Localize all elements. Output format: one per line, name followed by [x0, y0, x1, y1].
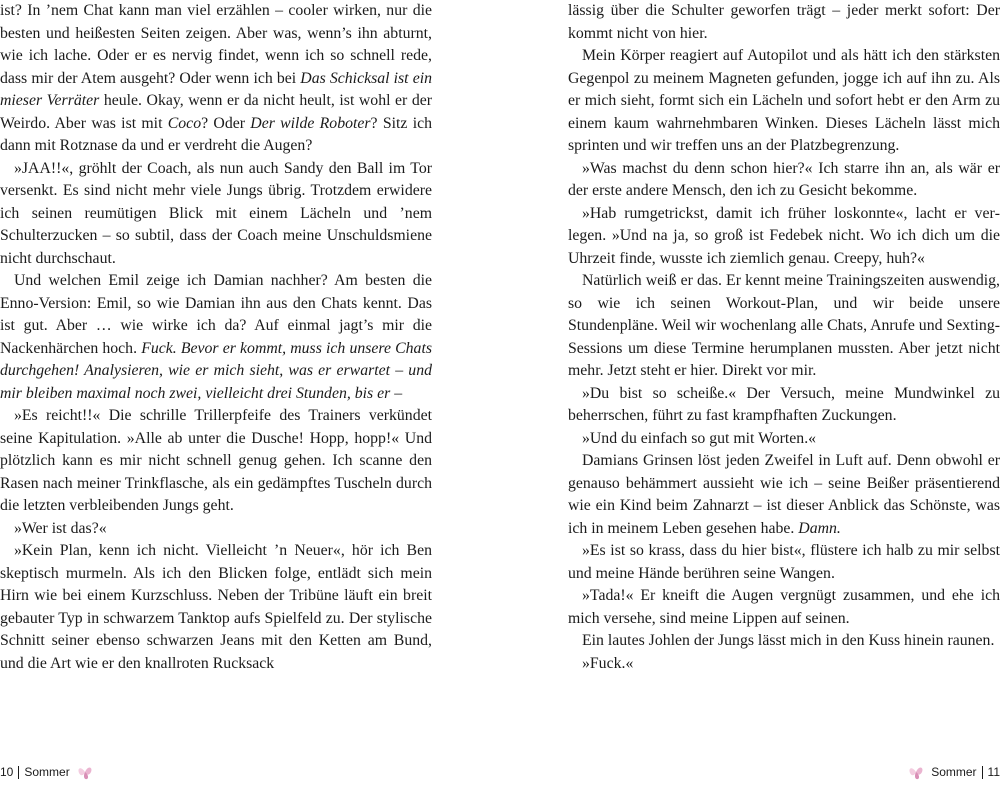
paragraph: [0, 270, 432, 405]
italic-text: Das Schicksal ist ein mieser Verräter: [0, 69, 432, 109]
paragraph: [0, 518, 432, 541]
paragraph: [568, 270, 1000, 383]
paragraph: [0, 405, 432, 518]
text-run: »Hab rumgetrickst, damit ich früher loskonnte«, lacht er verlegen. »Und na ja, so groß ist Fedebek nicht. Wo ich dich um die Uhrzeit finde, wusste ich ziemlich genau. Creepy, huh?«: [568, 204, 1000, 267]
flower-icon: [906, 762, 926, 782]
text-run: Natürlich weiß er das. Er kennt meine Trainingszeiten auswendig, so wie ich seinen Workout-Plan, und wir beide unsere Stundenpläne. Weil wir wochenlang alle Chats, Anrufe und Sexting-Sessions um diese Termine herumplanen mussten. Aber jetzt nicht mehr. Jetzt steht er hier. Direkt vor mir.: [568, 272, 1000, 379]
footer-right: [906, 762, 1000, 782]
paragraph: [568, 45, 1000, 158]
text-run: Mein Körper reagiert auf Autopilot und als hätt ich den stärksten Gegenpol zu meinem Magneten gefunden, jogge ich auf ihn zu. Als er mich sieht, formt sich ein Lächeln und sofort hebt er den Arm zu einem kaum wahrnehmbaren Winken. Dieses Lächeln lässt mich sprinten und wir treffen uns an der Platzbegrenzung.: [568, 47, 1000, 154]
footer-separator: [982, 766, 983, 779]
text-run: ist? In ’nem Chat kann man viel erzählen – cooler wirken, nur die besten und heißesten Seiten zeigen. Aber was, wenn’s ihn abturnt, wie ich lache. Oder er es nervig findet, wenn ich so schnell rede, dass mir der Atem ausgeht? Oder wenn ich bei: [0, 2, 432, 87]
paragraph: [568, 428, 1000, 451]
left-page: [0, 0, 432, 675]
section-title-right: Sommer: [931, 765, 977, 779]
italic-text: Coco: [167, 114, 202, 132]
text-run: »Du bist so scheiße.« Der Versuch, meine Mundwinkel zu beherrschen, führt zu fast krampfhaften Zuckungen.: [568, 384, 1000, 424]
paragraph: [0, 0, 432, 158]
paragraph: [568, 630, 1000, 653]
text-run: »Wer ist das?«: [14, 519, 107, 537]
paragraph: [568, 158, 1000, 203]
italic-text: Fuck. Bevor er kommt, muss ich unsere Chats durchgehen! Analysieren, wie er mich sieht, was er erwartet – und mir bleiben maximal noch zwei, vielleicht drei Stunden, bis er –: [0, 339, 432, 402]
text-run: »JAA!!«, gröhlt der Coach, als nun auch Sandy den Ball im Tor versenkt. Es sind nicht mehr viele Jungs übrig. Trotzdem erwidere ich seinen reumütigen Blick mit einem Lächeln und ’nem Schulterzucken – so subtil, dass der Coach meine Unschuldsmiene nicht durchschaut.: [0, 159, 432, 267]
paragraph: [568, 540, 1000, 585]
paragraph: [568, 585, 1000, 630]
text-run: lässig über die Schulter geworfen trägt – jeder merkt sofort: Der kommt nicht von hier.: [568, 2, 1000, 42]
italic-text: Damn.: [798, 519, 841, 537]
text-run: »Es reicht!!« Die schrille Trillerpfeife des Trainers verkündet seine Kapitulation. »Alle ab unter die Dusche! Hopp, hopp!« Und plötzlich kann es mir nicht schnell genug gehen. Ich scanne den Rasen nach meiner Trinkflasche, als ein gedämpftes Tuscheln durch die letzten verbleibenden Jungs geht.: [0, 407, 432, 514]
paragraph: [568, 653, 1000, 676]
text-run: Und welchen Emil zeige ich Damian nachher? Am besten die Enno-Version: Emil, so wie Damian ihn aus den Chats kennt. Das ist gut. Aber … wie wirke ich da? Auf einmal jagt’s mir die Nackenhärchen hoch.: [0, 272, 432, 357]
right-page-text: [568, 0, 1000, 675]
paragraph: [0, 540, 432, 675]
text-run: »Was machst du denn schon hier?« Ich starre ihn an, als wär er der erste andere Mensch, den ich zu Gesicht bekomme.: [568, 159, 1000, 199]
paragraph: [568, 203, 1000, 271]
text-run: »Es ist so krass, dass du hier bist«, flüstere ich halb zu mir selbst und meine Hände berühren seine Wangen.: [568, 542, 1000, 582]
text-run: ? Oder: [201, 114, 251, 132]
text-run: Ein lautes Johlen der Jungs lässt mich in den Kuss hinein raunen.: [582, 632, 995, 649]
text-run: »Tada!« Er kneift die Augen vergnügt zusammen, und ehe ich mich versehe, sind meine Lippen auf seinen.: [568, 587, 1000, 627]
left-page-text: [0, 0, 432, 675]
flower-icon: [75, 762, 95, 782]
page-number-right: 11: [987, 765, 1000, 779]
text-run: »Und du einfach so gut mit Worten.«: [582, 429, 817, 447]
paragraph: [0, 158, 432, 271]
paragraph: [568, 0, 1000, 45]
text-run: »Kein Plan, kenn ich nicht. Vielleicht ’n Neuer«, hör ich Ben skeptisch murmeln. Als ich den Blicken folge, entlädt sich mein Hirn wie bei einem Kurzschluss. Neben der Tribüne läuft ein breit gebauter Typ in schwarzem Tanktop aufs Spielfeld zu. Der stylische Schnitt seiner ebenso schwarzen Jeans mit den Ketten am Bund, und die Art wie er den knallroten Rucksack: [0, 542, 432, 672]
italic-text: Der wilde Roboter: [250, 114, 371, 132]
paragraph: [568, 383, 1000, 428]
text-run: heule. Okay, wenn er da nicht heult, ist wohl er der Weirdo. Aber was ist mit: [0, 92, 432, 132]
page-number-left: 10: [0, 765, 14, 779]
footer-left: [0, 762, 95, 782]
paragraph: [568, 450, 1000, 540]
section-title-left: Sommer: [24, 765, 70, 779]
text-run: »Fuck.«: [582, 654, 634, 672]
right-page: [568, 0, 1000, 675]
text-run: Damians Grinsen löst jeden Zweifel in Luft auf. Denn obwohl er genauso behämmert aussieht wie ich – seine Beißer präsentierend wie ein Kind beim Zahnarzt – ist dieser Anblick das Schönste, was ich in meinem Leben gesehen habe.: [568, 452, 1000, 537]
footer-separator: [18, 766, 19, 779]
text-run: ? Sitz ich dann mit Rotznase da und er verdreht die Augen?: [0, 114, 433, 154]
